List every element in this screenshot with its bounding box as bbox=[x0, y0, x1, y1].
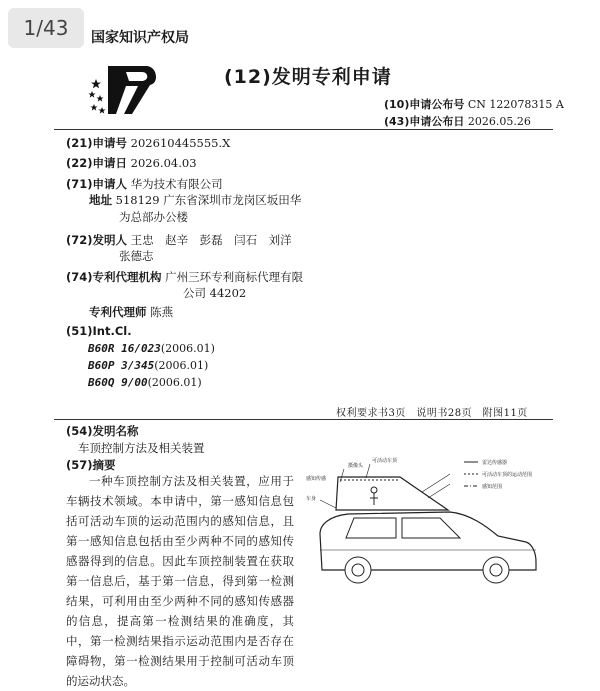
agent-label: 专利代理师 bbox=[89, 305, 147, 319]
biblio-divider bbox=[54, 419, 553, 420]
title-label: (54)发明名称 bbox=[66, 424, 139, 438]
pub-number-label: (10)申请公布号 bbox=[384, 98, 465, 111]
agency-label: (74)专利代理机构 bbox=[66, 270, 162, 284]
address-line-2: 为总部办公楼 bbox=[119, 210, 188, 224]
page-counts: 权利要求书3页 说明书28页 附图11页 bbox=[336, 408, 528, 419]
intcl-label: (51)Int.Cl. bbox=[66, 324, 132, 338]
agent: 陈燕 bbox=[150, 305, 174, 319]
legend-sensing-range: 感知范围 bbox=[482, 484, 503, 490]
applicant-field bbox=[66, 175, 223, 193]
agent-field bbox=[89, 304, 173, 321]
applicant-label: (71)申请人 bbox=[66, 177, 128, 191]
inventor-label: (72)发明人 bbox=[66, 233, 128, 247]
address-field bbox=[89, 192, 301, 209]
address-line-1: 518129 广东省深圳市龙岗区坂田华 bbox=[115, 193, 302, 207]
agency-field bbox=[66, 268, 303, 286]
page-indicator[interactable]: 1/43 bbox=[8, 8, 84, 48]
address-label: 地址 bbox=[89, 193, 112, 207]
document-type: (12)发明专利申请 bbox=[224, 66, 392, 88]
filing-date-label: (22)申请日 bbox=[66, 156, 128, 170]
abstract-label: (57)摘要 bbox=[66, 458, 116, 472]
cnipa-logo bbox=[86, 62, 158, 118]
pub-date-label: (43)申请公布日 bbox=[384, 115, 465, 128]
inventor-field bbox=[66, 231, 292, 249]
filing-date-field bbox=[66, 154, 197, 172]
invention-title: 车顶控制方法及相关装置 bbox=[78, 441, 205, 455]
agency-line-1: 广州三环专利商标代理有限 bbox=[165, 270, 304, 284]
classification-2: B60P 3/345(2006.01) bbox=[88, 359, 209, 372]
publication-block bbox=[384, 96, 564, 130]
applicant: 华为技术有限公司 bbox=[130, 177, 223, 191]
classification-3: B60Q 9/00(2006.01) bbox=[88, 376, 202, 389]
office-name: 国家知识产权局 bbox=[91, 30, 189, 46]
classification-1: B60R 16/023(2006.01) bbox=[88, 342, 215, 355]
pub-date: 2026.05.26 bbox=[467, 115, 531, 128]
inventors-line-2: 张德志 bbox=[119, 249, 154, 263]
app-number-label: (21)申请号 bbox=[66, 136, 128, 150]
label-camera: 摄像头 bbox=[348, 463, 364, 469]
abstract-text: 一种车顶控制方法及相关装置，应用于车辆技术领域。本申请中，第一感知信息包括可活动车顶的运动范围内的感知信息，且第一感知信息包括由至少两种不同的感知传感器得到的信息。因此车顶控制装置在获取第一信息后，基于第一信息，得到第一检测结果，可利用由至少两种不同的感知传感器的信息，提高第一检测结果的准确度，其中，第一检测结果指示运动范围内是否存在障碍物，第一检测结果用于控制可活动车顶的运动状态。 bbox=[66, 474, 294, 688]
pub-number: CN 122078315 A bbox=[467, 98, 564, 111]
header-divider bbox=[54, 129, 553, 130]
app-number-field bbox=[66, 134, 230, 152]
legend-radar: 雷达传感器 bbox=[482, 460, 508, 466]
agency-line-2: 公司 44202 bbox=[183, 286, 247, 300]
vehicle-roof-figure bbox=[300, 452, 570, 588]
filing-date: 2026.04.03 bbox=[130, 156, 197, 170]
inventors-line-1: 王忠 赵辛 彭磊 闫石 刘洋 bbox=[130, 233, 292, 247]
label-sensor: 感知传感 bbox=[306, 476, 327, 482]
app-number: 202610445555.X bbox=[130, 136, 231, 150]
label-roof: 可活动车顶 bbox=[372, 458, 398, 464]
label-side: 车身 bbox=[306, 496, 317, 502]
legend-motion-range: 可活动车顶的运动范围 bbox=[482, 472, 533, 478]
